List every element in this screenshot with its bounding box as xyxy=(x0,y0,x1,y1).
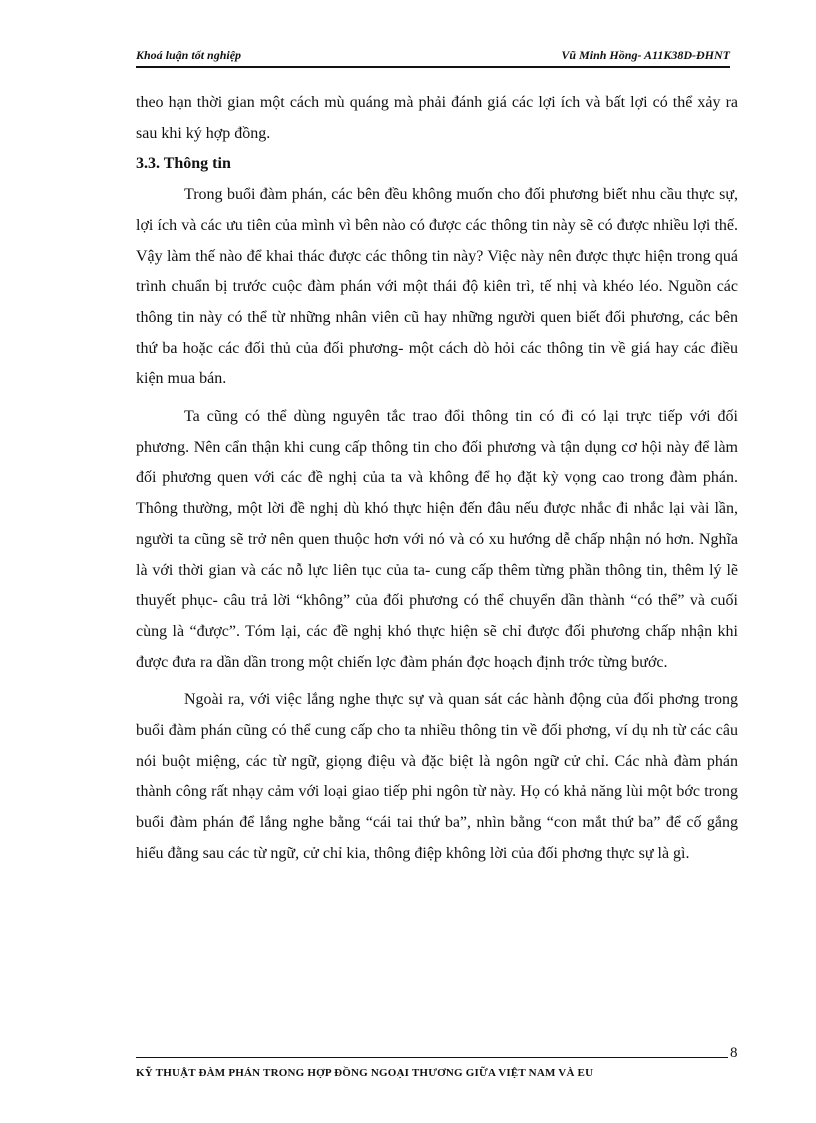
footer-divider xyxy=(136,1057,728,1058)
footer-thesis-title: KỸ THUẬT ĐÀM PHÁN TRONG HỢP ĐỒNG NGOẠI THƯƠNG GIỮA VIỆT NAM VÀ EU xyxy=(136,1067,594,1078)
paragraph-1: Trong buổi đàm phán, các bên đều không muốn cho đối phương biết nhu cầu thực sự, lợi ích và các ưu tiên của mình vì bên nào có được các thông tin này sẽ có được nhiều lợi thế. Vậy làm thế nào để khai thác được các thông tin này? Việc này nên được thực hiện trong quá trình chuẩn bị trước cuộc đàm phán với một thái độ kiên trì, tế nhị và khéo léo. Nguồn các thông tin này có thể từ những nhân viên cũ hay những người quen biết đối phương, các bên thứ ba hoặc các đối thủ của đối phương- một cách dò hỏi các thông tin về giá hay các điều kiện mua bán. xyxy=(136,186,738,388)
paragraph-2: Ta cũng có thể dùng nguyên tắc trao đổi thông tin có đi có lại trực tiếp với đối phương. Nên cẩn thận khi cung cấp thông tin cho đối phương và tận dụng cơ hội này để làm đối phương quen với các đề nghị của ta và không để họ đặt kỳ vọng cao trong đàm phán. Thông thường, một lời đề nghị dù khó thực hiện đến đâu nếu được nhắc đi nhắc lại vài lần, người ta cũng sẽ trở nên quen thuộc hơn với nó và có xu hướng dễ chấp nhận nó hơn. Nghĩa là với thời gian và các nỗ lực liên tục của ta- cung cấp thêm từng phần thông tin, thêm lý lẽ thuyết phục- câu trả lời “không” của đối phương có thể chuyển dần thành “có thể” và cuối cùng là “được”. Tóm lại, các đề nghị khó thực hiện sẽ chỉ được đối phương chấp nhận khi được đưa ra dần dần trong một chiến lợc đàm phán đợc hoạch định trớc từng bước. xyxy=(136,408,738,671)
paragraph-3: Ngoài ra, với việc lắng nghe thực sự và quan sát các hành động của đối phơng trong buổi đàm phán cũng có thể cung cấp cho ta nhiều thông tin về đối phơng, ví dụ nh từ các câu nói buột miệng, các từ ngữ, giọng điệu và đặc biệt là ngôn ngữ cử chỉ. Các nhà đàm phán thành công rất nhạy cảm với loại giao tiếp phi ngôn từ này. Họ có khả năng lùi một bớc trong buổi đàm phán để lắng nghe bằng “cái tai thứ ba”, nhìn bằng “con mắt thứ ba” để cố gắng hiểu đằng sau các từ ngữ, cử chỉ kia, thông điệp không lời của đối phơng thực sự là gì. xyxy=(136,691,738,862)
section-title: 3.3. Thông tin xyxy=(136,155,231,173)
page-body xyxy=(136,88,738,870)
page-number: 8 xyxy=(730,1045,738,1061)
header-divider xyxy=(136,66,730,68)
header-document-type: Khoá luận tốt nghiệp xyxy=(136,48,242,62)
intro-paragraph: theo hạn thời gian một cách mù quáng mà phải đánh giá các lợi ích và bất lợi có thể xảy ra sau khi ký hợp đồng. xyxy=(136,94,738,142)
header-author: Vũ Minh Hồng- A11K38D-ĐHNT xyxy=(561,48,730,62)
